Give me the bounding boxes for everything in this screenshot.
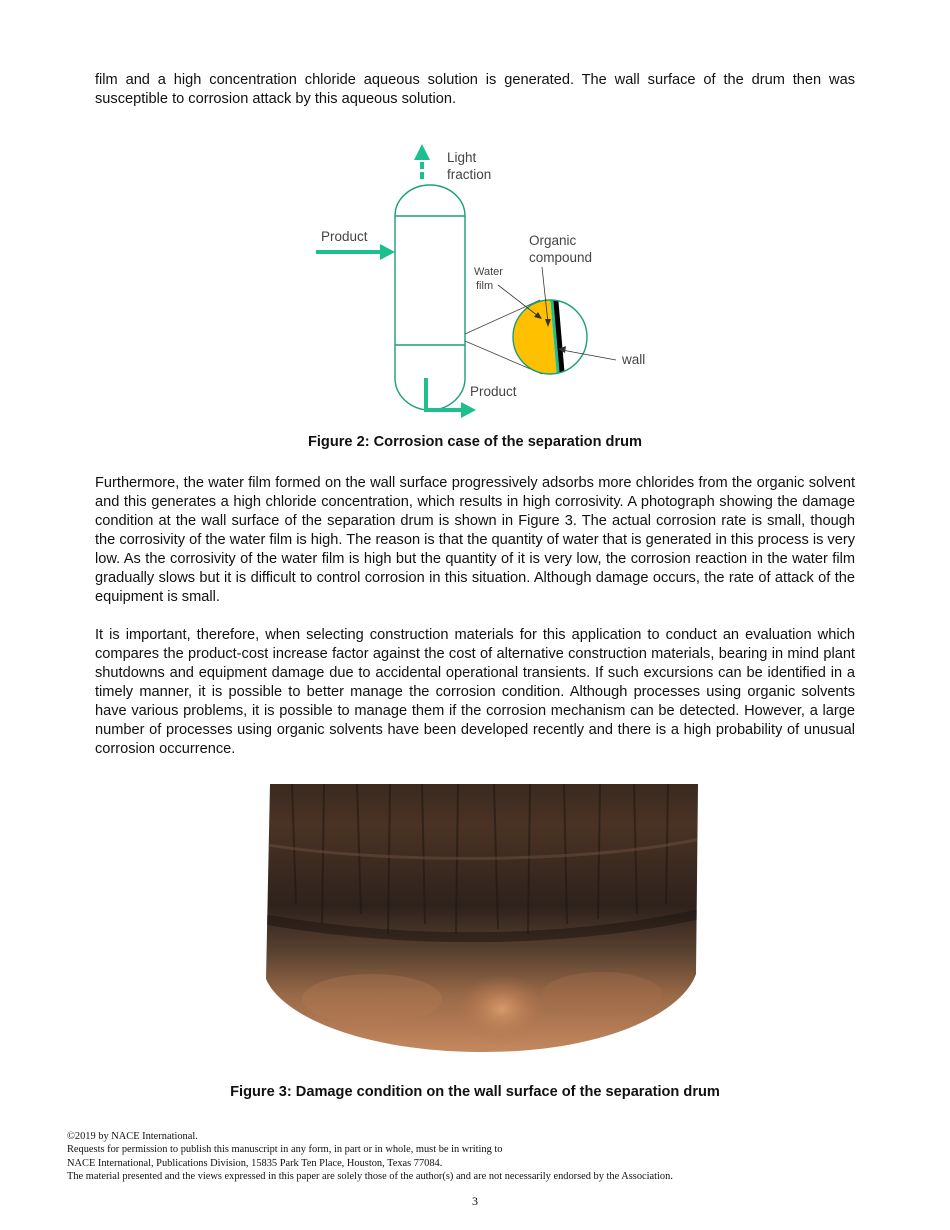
figure-2-caption: Figure 2: Corrosion case of the separation drum	[307, 434, 643, 450]
figure-3-photo	[262, 784, 700, 1056]
label-product-in: Product	[321, 229, 368, 244]
product-inlet-arrow	[316, 244, 395, 260]
paragraph-water-film: Furthermore, the water film formed on the wall surface progressively adsorbs more chlorides from the organic solvent and this generates a high chloride concentration, which results in high corrosivity. A photograph showing the damage condition at the wall surface of the separation drum is shown in Figure 3. The actual corrosion rate is small, though the corrosivity of the water film is high. The reason is that the quantity of water that is generated in this process is very low. As the corrosivity of the water film is high but the quantity of it is very low, the corrosion reaction in the water film gradually slows but it is difficult to control corrosion in this situation. Although damage occurs, the rate of attack of the equipment is small.	[95, 475, 855, 605]
label-wall: wall	[622, 352, 646, 367]
light-fraction-arrow	[414, 144, 430, 179]
footer-disclaimer: The material presented and the views expressed in this paper are solely those of the author(s) and are not necessarily endorsed by the Association.	[67, 1171, 673, 1183]
organic-compound-region	[510, 296, 557, 378]
figure-2-diagram	[300, 138, 660, 423]
label-film: film	[476, 280, 494, 292]
paragraph-continuation: film and a high concentration chloride aqueous solution is generated. The wall surface of the drum then was susceptible to corrosion attack by this aqueous solution.	[95, 72, 855, 107]
label-fraction: fraction	[447, 167, 492, 182]
figure-3-caption: Figure 3: Damage condition on the wall surface of the separation drum	[230, 1084, 720, 1100]
label-water: Water	[474, 266, 503, 278]
paragraph-material-selection: It is important, therefore, when selecting construction materials for this application to conduct an evaluation which compares the product-cost increase factor against the cost of alternative construction materials, bearing in mind plant shutdowns and equipment damage due to accidental operational transients. If such excursions can be identified in a timely manner, it is possible to better manage the corrosion condition. Although processes using organic solvents have various problems, it is possible to manage them if the corrosion mechanism can be detected. However, a large number of processes using organic solvents have been developed recently and there is a high probability of unusual corrosion occurrence.	[95, 627, 855, 757]
footer-copyright: ©2019 by NACE International.	[67, 1131, 198, 1142]
copyright-footer	[67, 1130, 887, 1184]
label-organic: Organic	[529, 233, 577, 248]
footer-address: NACE International, Publications Division, 15835 Park Ten Place, Houston, Texas 77084.	[67, 1157, 443, 1169]
label-compound: compound	[529, 250, 593, 265]
separation-drum	[395, 185, 465, 410]
label-product-out: Product	[470, 384, 517, 399]
label-light: Light	[447, 150, 477, 165]
page-number: 3	[472, 1194, 478, 1208]
footer-permission: Requests for permission to publish this manuscript in any form, in part or in whole, must be in writing to	[67, 1144, 503, 1156]
